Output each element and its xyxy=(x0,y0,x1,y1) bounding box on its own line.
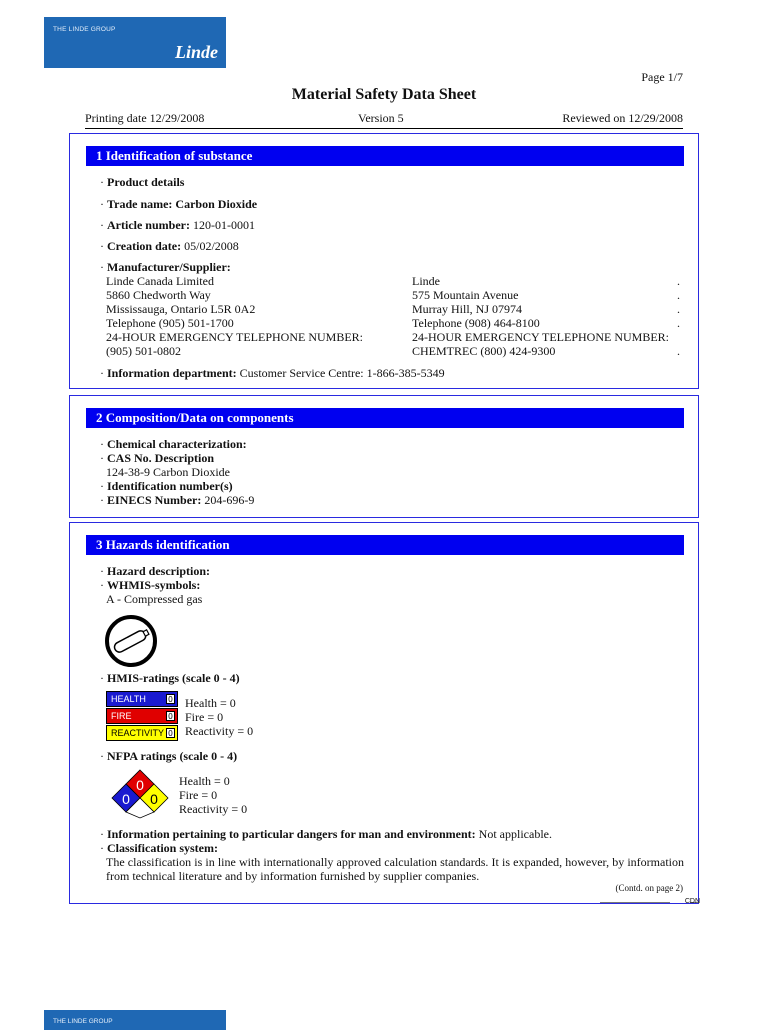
hmis-reactivity-desc: Reactivity = 0 xyxy=(185,724,254,738)
whmis-value: A - Compressed gas xyxy=(106,592,203,606)
page-number: Page 1/7 xyxy=(641,70,683,84)
trade-name: · Trade name: Carbon Dioxide xyxy=(100,197,258,211)
hmis-fire-label: FIRE xyxy=(111,711,132,721)
identification-numbers: · Identification number(s) xyxy=(100,479,233,493)
supplier-left-line: Telephone (905) 501-1700 xyxy=(106,316,234,330)
line-end-marker: . xyxy=(677,302,680,316)
hmis-health-value: 0 xyxy=(166,694,175,704)
document-title: Material Safety Data Sheet xyxy=(291,86,477,103)
chemical-characterization: · Chemical characterization: xyxy=(100,437,247,451)
classification-text: The classification is in line with internationally approved calculation standards. It is expanded, however, by information from technical literature and by information furnished by supplier companies. xyxy=(106,855,684,883)
section-2-heading: 2 Composition/Data on components xyxy=(86,408,684,428)
hmis-reactivity-label: REACTIVITY xyxy=(111,728,165,738)
section-3-heading: 3 Hazards identification xyxy=(86,535,684,555)
footer-code: CDN xyxy=(684,898,700,905)
nfpa-fire-desc: Fire = 0 xyxy=(179,788,218,802)
logo-group-text: THE LINDE GROUP xyxy=(53,26,116,33)
nfpa-reactivity-desc: Reactivity = 0 xyxy=(179,802,248,816)
manufacturer-label: · Manufacturer/Supplier: xyxy=(100,260,231,274)
hmis-reactivity-value: 0 xyxy=(166,728,175,738)
information-department: · Information department: Customer Service Centre: 1-866-385-5349 xyxy=(100,366,445,380)
printing-date: Printing date 12/29/2008 xyxy=(85,111,205,125)
supplier-right-line: 575 Mountain Avenue xyxy=(412,288,519,302)
supplier-right-line: Murray Hill, NJ 07974 xyxy=(412,302,522,316)
logo-brand-text: Linde xyxy=(175,42,218,62)
hmis-fire-value: 0 xyxy=(166,711,175,721)
cas-value: 124-38-9 Carbon Dioxide xyxy=(106,465,230,479)
reviewed-date: Reviewed on 12/29/2008 xyxy=(562,111,683,125)
particular-dangers: · Information pertaining to particular dangers for man and environment: Not applicable. xyxy=(100,827,552,841)
hmis-fire-desc: Fire = 0 xyxy=(185,710,224,724)
supplier-right-line: CHEMTREC (800) 424-9300 xyxy=(412,344,556,358)
hmis-fire-bar xyxy=(106,708,178,724)
hmis-health-desc: Health = 0 xyxy=(185,696,236,710)
line-end-marker: . xyxy=(677,274,680,288)
product-details: · Product details xyxy=(100,175,185,189)
linde-logo xyxy=(44,17,226,68)
header-divider xyxy=(85,128,683,129)
footer-rule xyxy=(600,902,670,903)
supplier-left-line: 24-HOUR EMERGENCY TELEPHONE NUMBER: xyxy=(106,330,363,344)
creation-date: · Creation date: 05/02/2008 xyxy=(100,239,239,253)
hmis-reactivity-bar xyxy=(106,725,178,741)
continued-note: (Contd. on page 2) xyxy=(615,883,683,893)
version: Version 5 xyxy=(358,111,404,125)
nfpa-health-desc: Health = 0 xyxy=(179,774,230,788)
logo-group-text: THE LINDE GROUP xyxy=(53,1018,113,1025)
nfpa-ratings-label: · NFPA ratings (scale 0 - 4) xyxy=(100,749,238,763)
classification-system-label: · Classification system: xyxy=(100,841,218,855)
nfpa-health-value: 0 xyxy=(122,791,130,807)
line-end-marker: . xyxy=(677,344,680,358)
hmis-ratings-label: · HMIS-ratings (scale 0 - 4) xyxy=(100,671,240,685)
line-end-marker: . xyxy=(677,316,680,330)
nfpa-fire-value: 0 xyxy=(136,777,144,793)
compressed-gas-cylinder-icon xyxy=(104,614,158,668)
cas-description-header: · CAS No. Description xyxy=(100,451,214,465)
nfpa-diamond-icon xyxy=(106,768,174,820)
supplier-left-line: 5860 Chedworth Way xyxy=(106,288,211,302)
whmis-symbols-label: · WHMIS-symbols: xyxy=(100,578,201,592)
supplier-left-line: (905) 501-0802 xyxy=(106,344,181,358)
supplier-left-line: Linde Canada Limited xyxy=(106,274,214,288)
linde-logo-next-page xyxy=(44,1010,226,1030)
line-end-marker: . xyxy=(677,288,680,302)
article-number: · Article number: 120-01-0001 xyxy=(100,218,255,232)
section-1-heading: 1 Identification of substance xyxy=(86,146,684,166)
supplier-right-line: Linde xyxy=(412,274,440,288)
hazard-description: · Hazard description: xyxy=(100,564,210,578)
einecs-number: · EINECS Number: 204-696-9 xyxy=(100,493,255,507)
hmis-health-label: HEALTH xyxy=(111,694,146,704)
supplier-left-line: Mississauga, Ontario L5R 0A2 xyxy=(106,302,256,316)
hmis-health-bar xyxy=(106,691,178,707)
nfpa-reactivity-value: 0 xyxy=(150,791,158,807)
supplier-right-line: 24-HOUR EMERGENCY TELEPHONE NUMBER: xyxy=(412,330,669,344)
supplier-right-line: Telephone (908) 464-8100 xyxy=(412,316,540,330)
